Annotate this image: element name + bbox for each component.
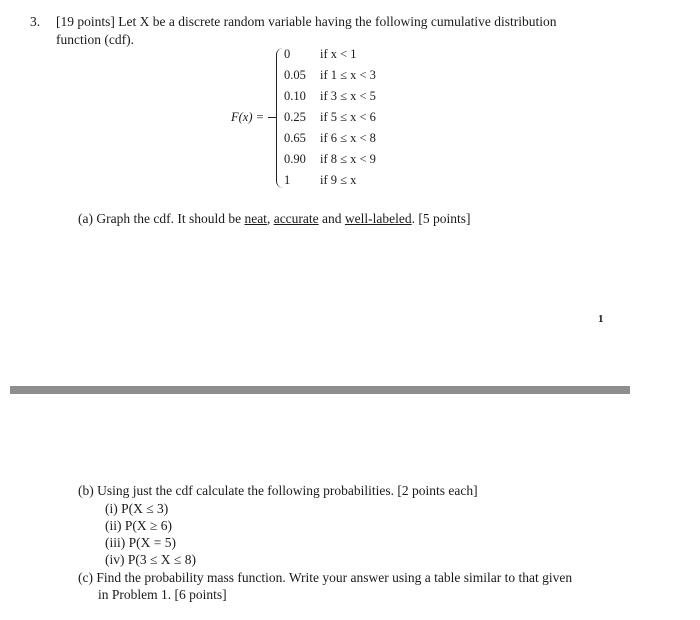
cdf-lhs: F(x) =: [231, 110, 265, 124]
cdf-case-condition: if 6 ≤ x < 8: [320, 131, 376, 145]
cdf-case-condition: if x < 1: [320, 47, 357, 61]
part-b-item: (iv) P(3 ≤ X ≤ 8): [105, 552, 196, 567]
cdf-case-value: 0: [284, 47, 291, 61]
part-a-well-labeled: well-labeled: [344, 211, 412, 226]
part-b-item: (iii) P(X = 5): [105, 535, 176, 550]
cdf-case: [284, 89, 376, 104]
cdf-case-condition: if 1 ≤ x < 3: [320, 68, 376, 82]
page-break-bar: [10, 386, 630, 394]
cdf-case-value: 0.25: [284, 110, 306, 124]
cdf-case-value: 0.90: [284, 152, 306, 166]
cdf-case: [284, 68, 376, 83]
part-a-prefix: (a) Graph the cdf. It should be: [78, 211, 245, 226]
page-number: 1: [598, 313, 604, 325]
part-b-item: (ii) P(X ≥ 6): [105, 518, 173, 533]
part-a-neat: neat: [244, 211, 267, 226]
cdf-case-value: 0.05: [284, 68, 306, 82]
cdf-case-condition: if 5 ≤ x < 6: [320, 110, 376, 124]
cdf-case-condition: if 9 ≤ x: [320, 173, 357, 187]
part-c-line2: in Problem 1. [6 points]: [98, 587, 227, 602]
cdf-case: [284, 110, 376, 125]
problem-number: 3.: [30, 14, 41, 29]
cdf-case: [284, 131, 376, 146]
cdf-case: [284, 47, 357, 62]
part-c-line1: (c) Find the probability mass function. Write your answer using a table similar to that given: [78, 570, 573, 585]
cdf-case-condition: if 8 ≤ x < 9: [320, 152, 376, 166]
part-a: [78, 210, 471, 227]
part-b-heading: (b) Using just the cdf calculate the following probabilities. [2 points each]: [78, 483, 478, 498]
cdf-brace-tip: [268, 117, 276, 118]
problem-intro-line2: function (cdf).: [56, 32, 134, 47]
part-a-sep2: and: [318, 211, 345, 226]
cdf-case-value: 0.10: [284, 89, 306, 103]
cdf-case: [284, 152, 376, 167]
problem-intro-line1: [19 points] Let X be a discrete random variable having the following cumulative distribution: [56, 14, 557, 29]
cdf-case-value: 1: [284, 173, 291, 187]
cdf-case-value: 0.65: [284, 131, 306, 145]
part-a-suffix: . [5 points]: [411, 211, 471, 226]
part-b-item: (i) P(X ≤ 3): [105, 501, 169, 516]
part-a-accurate: accurate: [273, 211, 319, 226]
cdf-case: [284, 173, 356, 188]
part-a-sep1: ,: [266, 211, 274, 226]
cdf-case-condition: if 3 ≤ x < 5: [320, 89, 376, 103]
